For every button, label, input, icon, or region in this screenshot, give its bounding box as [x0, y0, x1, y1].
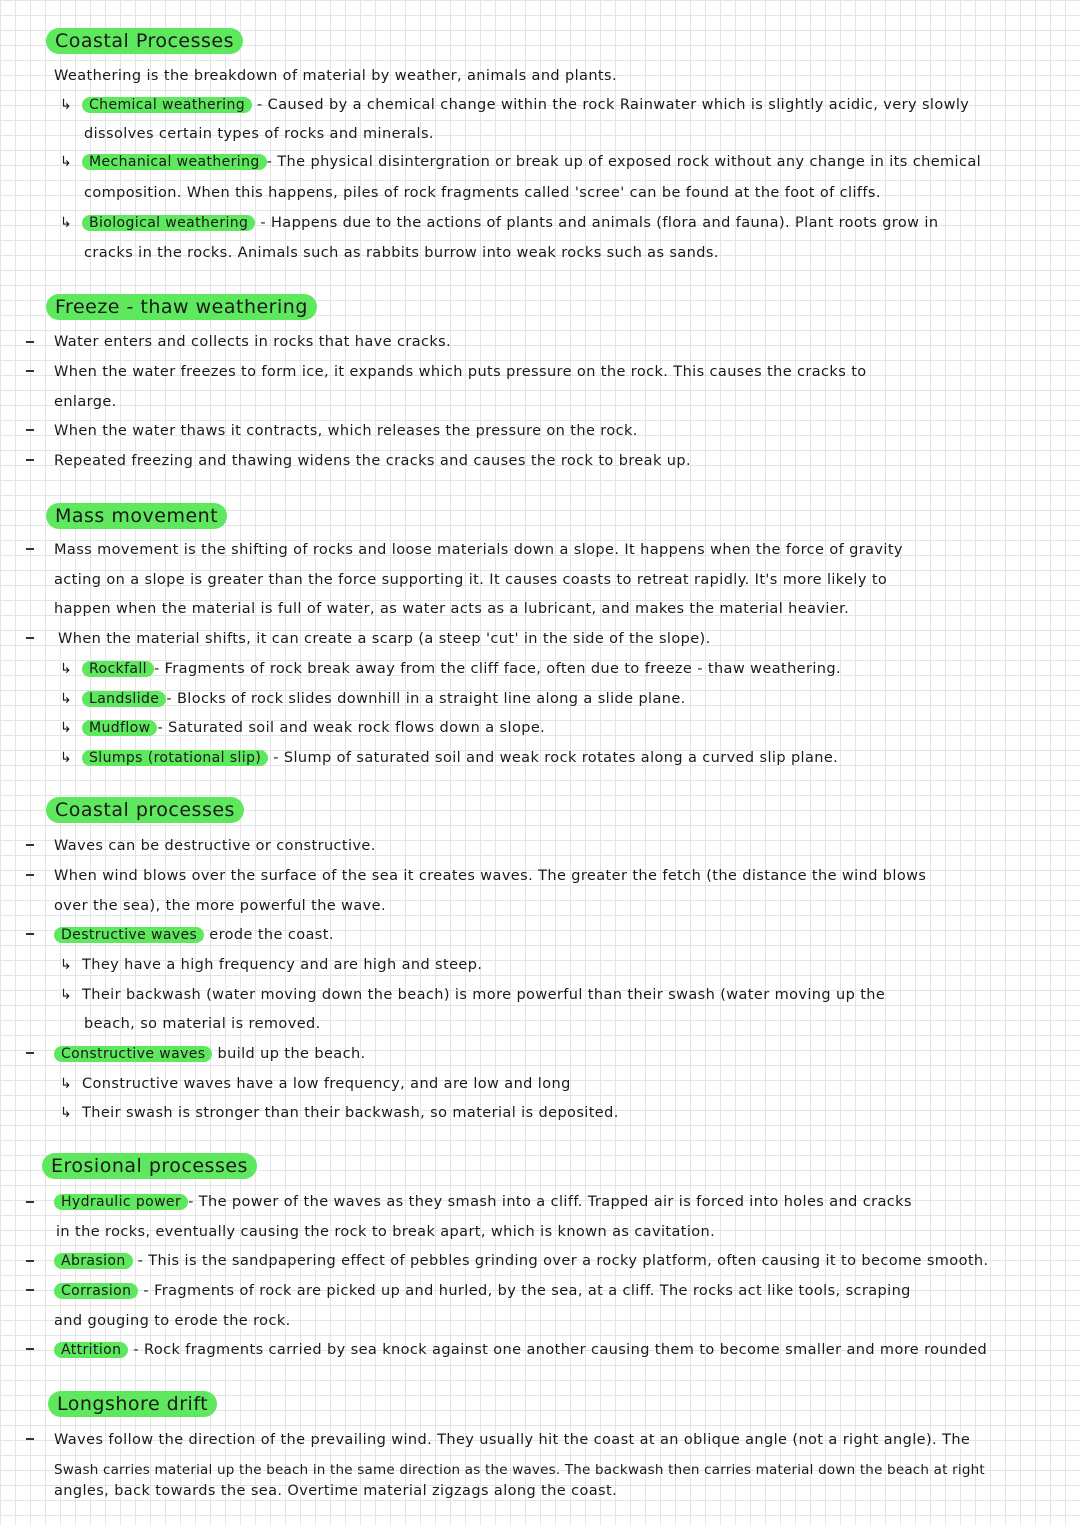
attrition-line — [54, 1340, 987, 1360]
bullet-dash — [26, 933, 34, 935]
longshore-line-2: Swash carries material up the beach in the same direction as the waves. The backwash then carries material down the beach at right — [54, 1462, 985, 1478]
mass-movement-line-2: acting on a slope is greater than the force supporting it. It causes coasts to retreat rapidly. It's more likely to — [54, 572, 888, 588]
constructive-waves-term: Constructive waves — [54, 1046, 212, 1062]
freeze-thaw-line-4: Repeated freezing and thawing widens the cracks and causes the rock to break up. — [54, 453, 691, 469]
abrasion-text: - This is the sandpapering effect of pebbles grinding over a rocky platform, often causing it to become smooth. — [132, 1253, 989, 1269]
arrow-icon: ↳ — [60, 691, 73, 707]
arrow-icon: ↳ — [60, 720, 73, 736]
landslide-line — [60, 689, 686, 709]
constructive-sub-2 — [60, 1103, 619, 1123]
rockfall-term: Rockfall — [82, 661, 154, 677]
heading-coastal-processes: Coastal Processes — [46, 28, 243, 54]
hydraulic-power-cont: in the rocks, eventually causing the rock to break apart, which is known as cavitation. — [56, 1224, 716, 1240]
mass-movement-line-4: When the material shifts, it can create a scarp (a steep 'cut' in the side of the slope). — [58, 631, 711, 647]
arrow-icon: ↳ — [60, 215, 73, 231]
bullet-dash — [26, 548, 34, 550]
bullet-dash — [26, 874, 34, 876]
arrow-icon: ↳ — [60, 1105, 73, 1121]
freeze-thaw-line-2: When the water freezes to form ice, it expands which puts pressure on the rock. This causes the cracks to — [54, 364, 867, 380]
heading-longshore-drift: Longshore drift — [48, 1391, 217, 1417]
arrow-icon: ↳ — [60, 750, 73, 766]
heading-freeze-thaw: Freeze - thaw weathering — [46, 294, 317, 320]
bullet-dash — [26, 1201, 34, 1203]
rockfall-line — [60, 659, 841, 679]
waves-line-1: Waves can be destructive or constructive. — [54, 838, 376, 854]
bullet-dash — [26, 1348, 34, 1350]
abrasion-line — [54, 1251, 989, 1271]
corrasion-term: Corrasion — [54, 1283, 138, 1299]
landslide-text: - Blocks of rock slides downhill in a straight line along a slide plane. — [166, 691, 686, 707]
bullet-dash — [26, 341, 34, 343]
heading-coastal-processes-waves: Coastal processes — [46, 797, 244, 823]
abrasion-term: Abrasion — [54, 1253, 133, 1269]
bullet-dash — [26, 1289, 34, 1291]
constructive-waves-line — [54, 1044, 366, 1064]
heading-erosional-processes: Erosional processes — [42, 1153, 257, 1179]
mechanical-weathering-line — [60, 152, 981, 172]
mass-movement-line-1: Mass movement is the shifting of rocks and loose materials down a slope. It happens when the force of gravity — [54, 542, 903, 558]
heading-mass-movement: Mass movement — [46, 503, 227, 529]
arrow-icon: ↳ — [60, 154, 73, 170]
slumps-term: Slumps (rotational slip) — [82, 750, 268, 766]
bullet-dash — [26, 1260, 34, 1262]
chemical-weathering-line — [60, 95, 969, 115]
landslide-term: Landslide — [82, 691, 166, 707]
bullet-dash — [26, 370, 34, 372]
longshore-line-1: Waves follow the direction of the prevailing wind. They usually hit the coast at an oblique angle (not a right angle). The — [54, 1432, 971, 1448]
destructive-waves-line — [54, 925, 334, 945]
arrow-icon: ↳ — [60, 987, 73, 1003]
corrasion-line — [54, 1281, 911, 1301]
constructive-waves-text: build up the beach. — [212, 1046, 366, 1062]
chemical-weathering-cont: dissolves certain types of rocks and minerals. — [84, 126, 434, 142]
constructive-sub-1 — [60, 1074, 571, 1094]
arrow-icon: ↳ — [60, 957, 73, 973]
biological-weathering-text: - Happens due to the actions of plants and animals (flora and fauna). Plant roots grow in — [255, 215, 939, 231]
longshore-line-3: angles, back towards the sea. Overtime material zigzags along the coast. — [54, 1483, 618, 1499]
bullet-dash — [26, 459, 34, 461]
biological-weathering-cont: cracks in the rocks. Animals such as rabbits burrow into weak rocks such as sands. — [84, 245, 719, 261]
bullet-dash — [26, 637, 34, 639]
destructive-sub-2-text: Their backwash (water moving down the beach) is more powerful than their swash (water moving up the — [82, 987, 886, 1003]
rockfall-text: - Fragments of rock break away from the cliff face, often due to freeze - thaw weathering. — [153, 661, 841, 677]
mechanical-weathering-text: - The physical disintergration or break up of exposed rock without any change in its chemical — [266, 154, 982, 170]
mass-movement-line-3: happen when the material is full of water, as water acts as a lubricant, and makes the material heavier. — [54, 601, 850, 617]
attrition-text: - Rock fragments carried by sea knock against one another causing them to become smaller and more rounded — [128, 1342, 988, 1358]
constructive-sub-2-text: Their swash is stronger than their backwash, so material is deposited. — [82, 1105, 619, 1121]
chemical-weathering-text: - Caused by a chemical change within the rock Rainwater which is slightly acidic, very slowly — [252, 97, 970, 113]
destructive-waves-term: Destructive waves — [54, 927, 204, 943]
destructive-sub-2 — [60, 985, 885, 1005]
weathering-definition — [54, 66, 617, 86]
chemical-weathering-term: Chemical weathering — [82, 97, 252, 113]
waves-line-2-cont: over the sea), the more powerful the wave. — [54, 898, 386, 914]
freeze-thaw-line-3: When the water thaws it contracts, which releases the pressure on the rock. — [54, 423, 638, 439]
weathering-term: Weathering — [54, 68, 142, 84]
arrow-icon: ↳ — [60, 661, 73, 677]
destructive-waves-text: erode the coast. — [204, 927, 334, 943]
constructive-sub-1-text: Constructive waves have a low frequency, and are low and long — [82, 1076, 571, 1092]
destructive-sub-2-cont: beach, so material is removed. — [84, 1016, 321, 1032]
mechanical-weathering-cont: composition. When this happens, piles of rock fragments called 'scree' can be found at the foot of cliffs. — [84, 185, 881, 201]
bullet-dash — [26, 1438, 34, 1440]
hydraulic-power-text: - The power of the waves as they smash into a cliff. Trapped air is forced into holes and cracks — [188, 1194, 912, 1210]
hydraulic-power-line — [54, 1192, 912, 1212]
biological-weathering-line — [60, 213, 938, 233]
mudflow-line — [60, 718, 545, 738]
freeze-thaw-line-1: Water enters and collects in rocks that have cracks. — [54, 334, 452, 350]
bullet-dash — [26, 844, 34, 846]
weathering-text: is the breakdown of material by weather, animals and plants. — [141, 68, 617, 84]
freeze-thaw-line-2-cont: enlarge. — [54, 394, 117, 410]
waves-line-2: When wind blows over the surface of the sea it creates waves. The greater the fetch (the distance the wind blows — [54, 868, 927, 884]
mechanical-weathering-term: Mechanical weathering — [82, 154, 267, 170]
attrition-term: Attrition — [54, 1342, 128, 1358]
slumps-line — [60, 748, 838, 768]
mudflow-text: - Saturated soil and weak rock flows down a slope. — [157, 720, 546, 736]
mudflow-term: Mudflow — [82, 720, 157, 736]
biological-weathering-term: Biological weathering — [82, 215, 255, 231]
destructive-sub-1 — [60, 955, 482, 975]
arrow-icon: ↳ — [60, 97, 73, 113]
bullet-dash — [26, 1052, 34, 1054]
corrasion-text: - Fragments of rock are picked up and hurled, by the sea, at a cliff. The rocks act like tools, scraping — [138, 1283, 911, 1299]
corrasion-cont: and gouging to erode the rock. — [54, 1313, 291, 1329]
arrow-icon: ↳ — [60, 1076, 73, 1092]
slumps-text: - Slump of saturated soil and weak rock rotates along a curved slip plane. — [268, 750, 839, 766]
bullet-dash — [26, 429, 34, 431]
destructive-sub-1-text: They have a high frequency and are high and steep. — [82, 957, 483, 973]
hydraulic-power-term: Hydraulic power — [54, 1194, 188, 1210]
